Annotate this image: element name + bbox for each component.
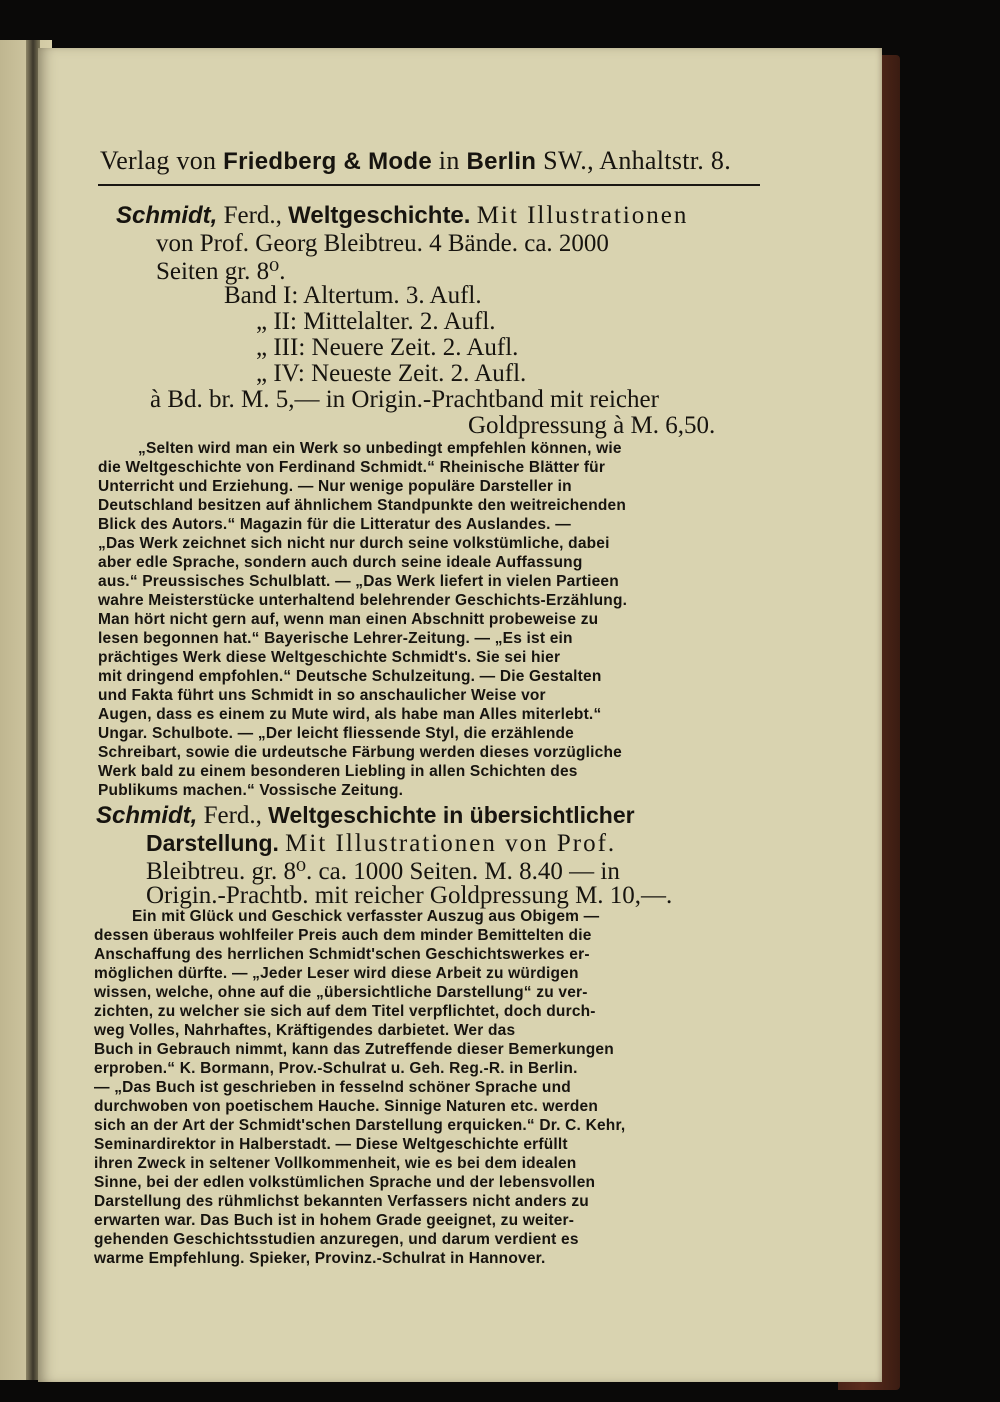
entry1-title: Weltgeschichte. bbox=[288, 202, 471, 229]
review-line: Buch in Gebrauch nimmt, kann das Zutreffende dieser Bemerkungen bbox=[94, 1041, 614, 1058]
entry1-line1-tail: Mit Illustrationen bbox=[476, 202, 689, 229]
review-line: Publikums machen.“ Vossische Zeitung. bbox=[98, 782, 404, 799]
review-line: mit dringend empfohlen.“ Deutsche Schulzeitung. — Die Gestalten bbox=[98, 668, 602, 685]
header-publisher: Friedberg & Mode bbox=[223, 148, 432, 175]
review-line: gehenden Geschichtsstudien anzuregen, und darum verdient es bbox=[94, 1231, 579, 1248]
review-line: Ein mit Glück und Geschick verfasster Auszug aus Obigem — bbox=[132, 908, 600, 925]
entry1-price2: Goldpressung à M. 6,50. bbox=[468, 412, 716, 439]
review-line: Anschaffung des herrlichen Schmidt'schen Geschichtswerkes er- bbox=[94, 946, 590, 963]
entry2-line2-bold: Darstellung. bbox=[146, 830, 279, 856]
review-line: „Das Werk zeichnet sich nicht nur durch seine volkstümliche, dabei bbox=[98, 535, 610, 552]
running-header bbox=[100, 146, 818, 182]
review-line: wahre Meisterstücke unterhaltend belehrender Geschichts-Erzählung. bbox=[98, 592, 628, 609]
entry1-heading bbox=[116, 202, 688, 230]
header-address: SW., Anhaltstr. bbox=[543, 146, 705, 175]
review-line: „Selten wird man ein Werk so unbedingt empfehlen können, wie bbox=[138, 440, 622, 457]
entry2-line4: Origin.-Prachtb. mit reicher Goldpressung M. 10,—. bbox=[146, 882, 673, 909]
review-line: Unterricht und Erziehung. — Nur wenige populäre Darsteller in bbox=[98, 478, 572, 495]
entry2-line2 bbox=[146, 830, 616, 858]
volume-4: „ IV: Neueste Zeit. 2. Aufl. bbox=[256, 360, 527, 387]
review-line: lesen begonnen hat.“ Bayerische Lehrer-Zeitung. — „Es ist ein bbox=[98, 630, 573, 647]
review-line: Deutschland besitzen auf ähnlichem Standpunkte den weitreichenden bbox=[98, 497, 627, 514]
entry2-line3: Bleibtreu. gr. 8⁰. ca. 1000 Seiten. M. 8.40 — in bbox=[146, 858, 620, 885]
review-line: durchwoben von poetischem Hauche. Sinnige Naturen etc. werden bbox=[94, 1098, 598, 1115]
review-line: sich an der Art der Schmidt'schen Darstellung erquicken.“ Dr. C. Kehr, bbox=[94, 1117, 626, 1134]
entry2-author: Schmidt, bbox=[96, 802, 198, 829]
review-line: Blick des Autors.“ Magazin für die Litteratur des Auslandes. — bbox=[98, 516, 571, 533]
review-line: und Fakta führt uns Schmidt in so anschaulicher Weise vor bbox=[98, 687, 546, 704]
entry2-author-rest: Ferd., bbox=[203, 802, 262, 829]
header-verlag: Verlag von bbox=[100, 146, 217, 175]
header-rule bbox=[98, 184, 760, 186]
review-line: Ungar. Schulbote. — „Der leicht fliessende Styl, die erzählende bbox=[98, 725, 575, 742]
review-line: dessen überaus wohlfeiler Preis auch dem minder Bemittelten die bbox=[94, 927, 592, 944]
entry2-line2-tail: Mit Illustrationen von Prof. bbox=[285, 830, 617, 857]
entry1-author: Schmidt, bbox=[116, 202, 218, 229]
page-number: 8. bbox=[710, 146, 732, 175]
volume-3: „ III: Neuere Zeit. 2. Aufl. bbox=[256, 334, 519, 361]
review-line: die Weltgeschichte von Ferdinand Schmidt.“ Rheinische Blätter für bbox=[98, 459, 606, 476]
review-line: aus.“ Preussisches Schulblatt. — „Das Werk liefert in vielen Partieen bbox=[98, 573, 619, 590]
header-city: Berlin bbox=[466, 148, 537, 175]
book-page bbox=[38, 48, 882, 1382]
review-line: Schreibart, sowie die urdeutsche Färbung werden dieses vorzügliche bbox=[98, 744, 622, 761]
review-line: Werk bald zu einem besonderen Liebling in allen Schichten des bbox=[98, 763, 578, 780]
review-line: wissen, welche, ohne auf die „übersichtliche Darstellung“ zu ver- bbox=[94, 984, 588, 1001]
review-line: Augen, dass es einem zu Mute wird, als habe man Alles miterlebt.“ bbox=[98, 706, 602, 723]
review-line: erwarten war. Das Buch ist in hohem Grade geeignet, zu weiter- bbox=[94, 1212, 575, 1229]
entry1-price1: à Bd. br. M. 5,— in Origin.-Prachtband mit reicher bbox=[150, 386, 659, 413]
volume-1: Band I: Altertum. 3. Aufl. bbox=[224, 282, 482, 309]
entry2-title: Weltgeschichte in übersichtlicher bbox=[268, 802, 635, 828]
entry2-heading bbox=[96, 802, 635, 830]
entry1-line3: Seiten gr. 8⁰. bbox=[156, 258, 286, 285]
review-line: Man hört nicht gern auf, wenn man einen Abschnitt probeweise zu bbox=[98, 611, 599, 628]
review-line: ihren Zweck in seltener Vollkommenheit, wie es bei dem idealen bbox=[94, 1155, 577, 1172]
header-in: in bbox=[438, 146, 460, 175]
review-line: prächtiges Werk diese Weltgeschichte Schmidt's. Sie sei hier bbox=[98, 649, 561, 666]
review-line: aber edle Sprache, sondern auch durch seine ideale Auffassung bbox=[98, 554, 583, 571]
entry1-line2: von Prof. Georg Bleibtreu. 4 Bände. ca. 2000 bbox=[156, 230, 609, 257]
review-line: warme Empfehlung. Spieker, Provinz.-Schulrat in Hannover. bbox=[94, 1250, 546, 1267]
review-line: erproben.“ K. Bormann, Prov.-Schulrat u. Geh. Reg.-R. in Berlin. bbox=[94, 1060, 578, 1077]
entry1-author-rest: Ferd., bbox=[223, 202, 282, 229]
review-line: möglichen dürfte. — „Jeder Leser wird diese Arbeit zu würdigen bbox=[94, 965, 579, 982]
review-line: zichten, zu welcher sie sich auf dem Titel verpflichtet, doch durch- bbox=[94, 1003, 596, 1020]
review-line: Sinne, bei der edlen volkstümlichen Sprache und der lebensvollen bbox=[94, 1174, 596, 1191]
volume-2: „ II: Mittelalter. 2. Aufl. bbox=[256, 308, 496, 335]
page-text bbox=[38, 48, 882, 1382]
review-line: — „Das Buch ist geschrieben in fesselnd schöner Sprache und bbox=[94, 1079, 571, 1096]
review-line: weg Volles, Nahrhaftes, Kräftigendes darbietet. Wer das bbox=[94, 1022, 516, 1039]
review-line: Seminardirektor in Halberstadt. — Diese Weltgeschichte erfüllt bbox=[94, 1136, 568, 1153]
review-line: Darstellung des rühmlichst bekannten Verfassers nicht anders zu bbox=[94, 1193, 589, 1210]
